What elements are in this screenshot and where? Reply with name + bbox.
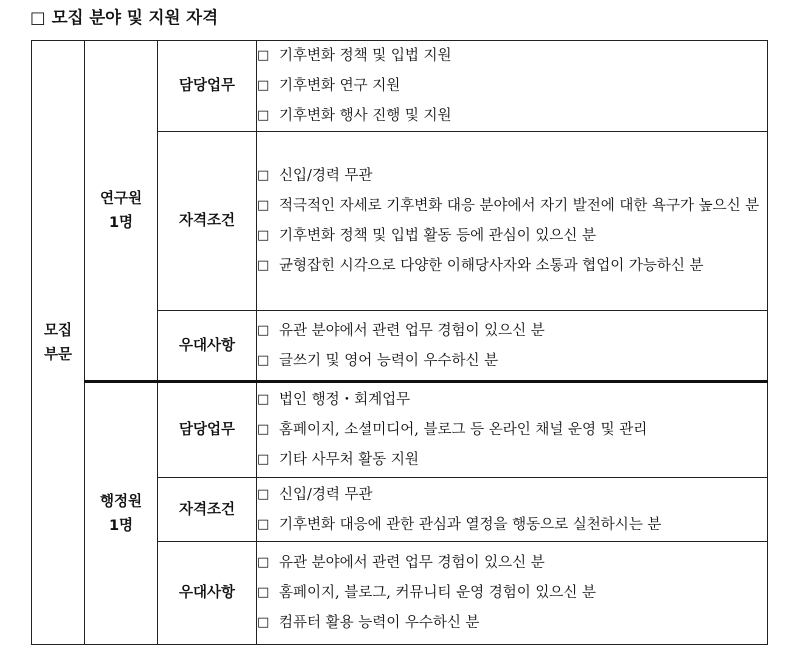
list-item: □ 법인 행정・회계업무: [257, 385, 767, 415]
section-title-qualifications: 자격조건: [158, 478, 257, 542]
checkbox-icon: □: [257, 555, 270, 570]
list-item: □ 홈페이지, 소셜미디어, 블로그 등 온라인 채널 운영 및 관리: [257, 415, 767, 445]
heading-title: 모집 분야 및 지원 자격: [51, 8, 219, 27]
section-title-duties: 담당업무: [158, 382, 257, 478]
checkbox-icon: □: [257, 516, 270, 532]
checkbox-icon: □: [257, 486, 270, 502]
checkbox-icon: □: [257, 258, 270, 273]
list-item: □ 기후변화 행사 진행 및 지원: [257, 101, 767, 131]
list-item: □ 신입/경력 무관: [257, 480, 767, 510]
checkbox-icon: □: [257, 322, 270, 338]
section-items-qualifications: [257, 478, 768, 542]
list-item: □ 적극적인 자세로 기후변화 대응 분야에서 자기 발전에 대한 욕구가 높으신 분: [257, 191, 767, 221]
position-title: 행정원: [99, 493, 143, 510]
list-item: □ 기타 사무처 활동 지원: [257, 445, 767, 475]
list-item: □ 기후변화 대응에 관한 관심과 열정을 행동으로 실천하시는 분: [257, 510, 767, 540]
section-items-duties: [257, 382, 768, 478]
checkbox-icon: □: [257, 168, 270, 183]
checkbox-icon: □: [257, 422, 270, 437]
list-item: □ 홈페이지, 블로그, 커뮤니티 운영 경험이 있으신 분: [257, 578, 767, 608]
section-heading: [30, 6, 218, 30]
section-items-qualifications: [257, 132, 768, 311]
list-item: □ 글쓰기 및 영어 능력이 우수하신 분: [257, 346, 767, 376]
checkbox-icon: □: [257, 228, 270, 243]
table-row: [32, 382, 768, 478]
section-items-preferences: [257, 311, 768, 382]
section-items-duties: [257, 41, 768, 132]
group-label-line-1: 모집: [43, 322, 72, 339]
list-item: □ 유관 분야에서 관련 업무 경험이 있으신 분: [257, 548, 767, 578]
position-count: 1명: [108, 214, 134, 231]
checkbox-icon: □: [257, 78, 270, 93]
group-label-line-2: 부문: [43, 346, 72, 363]
section-title-preferences: 우대사항: [158, 542, 257, 645]
position-label-researcher: [85, 41, 158, 382]
checkbox-icon: □: [257, 198, 270, 213]
table-row: [32, 41, 768, 132]
recruitment-table: [31, 40, 768, 645]
section-title-preferences: 우대사항: [158, 311, 257, 382]
list-item: □ 기후변화 정책 및 입법 지원: [257, 41, 767, 71]
group-label-cell: [32, 41, 85, 645]
list-item: □ 균형잡힌 시각으로 다양한 이해당사자와 소통과 협업이 가능하신 분: [257, 251, 767, 281]
checkbox-icon: □: [257, 615, 270, 630]
position-label-admin: [85, 382, 158, 645]
checkbox-icon: □: [257, 108, 270, 123]
list-item: □ 기후변화 정책 및 입법 활동 등에 관심이 있으신 분: [257, 221, 767, 251]
checkbox-icon: □: [257, 452, 270, 467]
checkbox-icon: □: [257, 48, 270, 63]
section-items-preferences: [257, 542, 768, 645]
position-title: 연구원: [99, 190, 143, 207]
heading-box-icon: □: [30, 8, 46, 27]
list-item: □ 유관 분야에서 관련 업무 경험이 있으신 분: [257, 316, 767, 346]
list-item: □ 기후변화 연구 지원: [257, 71, 767, 101]
section-title-duties: 담당업무: [158, 41, 257, 132]
list-item: □ 신입/경력 무관: [257, 161, 767, 191]
checkbox-icon: □: [257, 392, 270, 407]
list-item: □ 컴퓨터 활용 능력이 우수하신 분: [257, 608, 767, 638]
checkbox-icon: □: [257, 352, 270, 368]
checkbox-icon: □: [257, 585, 270, 600]
position-count: 1명: [108, 517, 134, 534]
section-title-qualifications: 자격조건: [158, 132, 257, 311]
